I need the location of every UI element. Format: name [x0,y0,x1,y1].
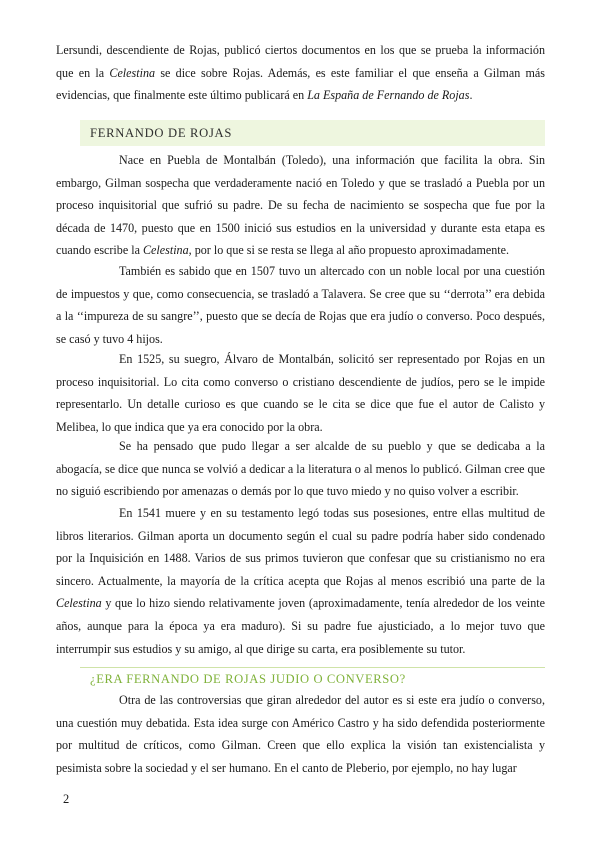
intro-italic-title-2: La España de Fernando de Rojas [307,88,470,103]
s1p5-text-2: y que lo hizo siendo relativamente joven (aproximadamente, tenía alrededor de los veinte años, aunque para la época ya era maduro). Si su padre fue ajusticiado, a lo mejor tuvo que interrumpir sus estudios y su amigo, al que dirige su carta, era posiblemente su tutor. [56,596,545,656]
intro-italic-title-1: Celestina [109,65,156,80]
s1p2-text: También es sabido que en 1507 tuvo un altercado con un noble local por una cuestión de impuestos y que, como consecuencia, se trasladó a Talavera. Se cree que su ‘‘derrota’’ era debida a la ‘‘impureza de su sangre’’, puesto que se decía de Rojas que era judío o converso. Poco después, se casó y tuvo 4 hijos. [56,264,545,346]
intro-text-3: . [469,88,473,103]
section1-paragraph-3 [56,348,545,438]
section-heading-fernando-de-rojas: FERNANDO DE ROJAS [80,120,545,146]
section1-paragraph-1 [56,149,545,262]
section1-paragraph-2 [56,260,545,350]
s2p1-text: Otra de las controversias que giran alrededor del autor es si este era judío o converso, una cuestión muy debatida. Esta idea surge con Américo Castro y ha sido defendida posteriormente por multitud de críticos, como Gilman. Creen que ello explica la visión tan existencialista y pesimista sobre la sociedad y el ser humano. En el canto de Pleberio, por ejemplo, no hay lugar [56,693,545,775]
intro-paragraph [56,39,545,107]
s1p5-italic-title: Celestina [56,596,102,611]
section1-paragraph-5 [56,502,545,660]
s1p1-text-2: por lo que si se resta se llega al año propuesto aproximadamente. [191,243,510,258]
section-heading-judio-o-converso: ¿ERA FERNANDO DE ROJAS JUDIO O CONVERSO? [80,667,545,689]
section1-paragraph-4 [56,435,545,503]
s1p5-text-1: En 1541 muere y en su testamento legó todas sus posesiones, entre ellas multitud de libros literarios. Gilman aporta un documento según el cual su padre podría haber sido condenado por la Inquisición en 1488. Varios de sus primos tuvieron que confesar que su cristianismo no era sincero. Actualmente, la mayoría de la crítica acepta que Rojas al menos escribió una parte de la [56,506,545,588]
intro-text-2: se dice sobre Rojas. Además, es este familiar el que enseña a Gilman más evidencias, que finalmente este último publicará en [56,65,545,103]
s1p3-text: En 1525, su suegro, Álvaro de Montalbán, solicitó ser representado por Rojas en un proceso inquisitorial. Lo cita como converso o cristiano descendiente de judíos, pero se le impide representarlo. Un detalle curioso es que cuando se le cita se dice que fue el autor de Calisto y Melibea, lo que indica que ya era conocido por la obra. [56,352,545,434]
s1p1-italic-title: Celestina, [142,243,192,258]
s1p1-text-1: Nace en Puebla de Montalbán (Toledo), una información que facilita la obra. Sin embargo, Gilman sospecha que verdaderamente nació en Toledo y que se trasladó a Puebla por un proceso inquisitorial que sufrió su padre. De su fecha de nacimiento se sospecha que fue por la década de 1470, puesto que en 1500 inició sus estudios en la universidad y durante esta etapa es cuando escribe la [56,153,545,258]
page-number: 2 [63,792,70,806]
s1p4-text: Se ha pensado que pudo llegar a ser alcalde de su pueblo y que se dedicaba a la abogacía, se dice que nunca se volvió a dedicar a la literatura o al menos lo publicó. Gilman cree que no siguió escribiendo por amenazas o demás por lo que tuvo miedo y no quiso volver a escribir. [56,439,545,499]
intro-text-1: Lersundi, descendiente de Rojas, publicó ciertos documentos en los que se prueba la información que en la [56,43,545,80]
section2-paragraph-1 [56,689,545,779]
